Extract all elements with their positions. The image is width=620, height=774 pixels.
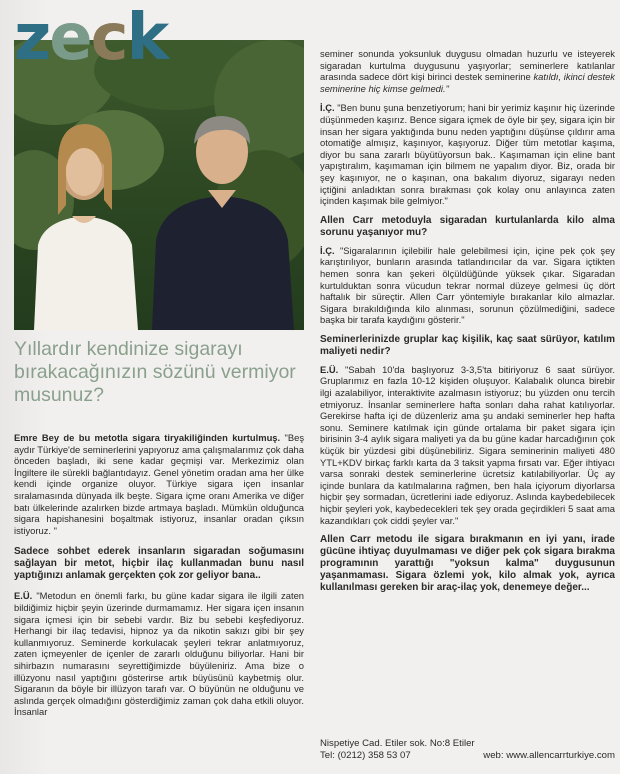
closing-paragraph: Allen Carr metodu ile sigara bırakmanın en iyi yanı, irade gücüne ihtiyaç duyulmaması ve diğer pek çok sigara bırakma programının yarattığı "yoksun kalma" duygusunun yaşanmaması. Sigara özlemi yok, kilo almak yok, ayrıca kullanılması gereken bir araç-ilaç yok, denemeye değer... (320, 534, 615, 594)
phone: Tel: (0212) 358 53 07 (320, 750, 411, 761)
ic-text-1: "Ben bunu şuna benzetiyorum; hani bir yerimiz kaşınır hiç üzerinde düşünmeden kaşırız. Bence sigara içmek de öyle bir şey, sigara için bir insan her sigara yaktığında bunu neden yaptığını düşünse çıldırır ama otomatiğe almışız, kaşınıyor, kaşıyoruz. Diğer tüm metotlar kaşıma, diyor bu sana zararlı büyütüyorsun bak.. Kaşımaman için eline bant yapıştıralım, kaşımaman için bilmem ne yapalım diyor. Biz, orada bir şey kaşınıyor, ne o kaşınan, ona bakalım diyoruz, sigarayı neden içtiğini anladıktan sonra bırakması çok kolay onu anlayınca zaten içinden kaşımak bile gelmiyor." (320, 102, 615, 207)
right-paragraph-1 (320, 48, 615, 94)
ic-answer-2 (320, 245, 615, 326)
intro-paragraph (14, 432, 304, 536)
eu-answer (320, 364, 615, 526)
logo-letter: e (49, 1, 91, 75)
ic-answer-1 (320, 102, 615, 206)
intro-lead: Emre Bey de bu metotla sigara tiryakiliğinden kurtulmuş. (14, 432, 281, 443)
ic-label-1: İ.Ç. (320, 102, 335, 114)
magazine-logo (14, 1, 206, 75)
logo-letter: z (14, 1, 50, 75)
photo-illustration (14, 40, 304, 330)
answer-1-label: E.Ü. (14, 590, 33, 602)
website-link[interactable]: web: www.allencarrturkiye.com (483, 750, 615, 761)
logo-letter: k (126, 1, 168, 75)
question-1: Sadece sohbet ederek insanların sigaradan soğumasını sağlayan bir metot, hiçbir ilaç kullanmadan bunu nasıl yaptığınızı anlamak gerçekten çok zor geliyor bana.. (14, 546, 304, 582)
ic-label-2: İ.Ç. (320, 244, 335, 256)
question-3: Seminerlerinizde gruplar kaç kişilik, kaç saat sürüyor, katılım maliyeti nedir? (320, 333, 615, 357)
right-column (320, 48, 615, 594)
question-2: Allen Carr metoduyla sigaradan kurtulanlarda kilo alma sorunu yaşanıyor mu? (320, 214, 615, 238)
contact-row (320, 750, 615, 762)
article-headline: Yıllardır kendinize sigarayı bırakacağınızın sözünü vermiyor musunuz? (14, 338, 296, 406)
intro-body: "Beş aydır Türkiye'de seminerlerini yapıyoruz ama çalışmalarımız çok daha önceden başladı, iki sene kadar geçmişi var. Merkezimiz olan İngiltere ile sürekli bağlantıdayız. Genel yönetim oradan ama her ülke kendi içinde organize oluyor. Türkiye sigara içen insanlar sıralamasında dünyada ilk beşte. Sigara içme oranı Amerika ve diğer batı ülkelerinde azalırken bizde artmaya başladı. Mümkün olduğunca sigara hapishanesini boşaltmak istiyoruz, insanlar oradan çıksın istiyoruz. " (14, 432, 305, 536)
eu-label: E.Ü. (320, 363, 339, 375)
contact-info (320, 738, 615, 762)
portrait-photo (14, 40, 304, 330)
right-p1-italic: katıldı, ikinci destek seminerine hiç kimse gelmedi." (320, 71, 615, 94)
right-p1-text: seminer sonunda yoksunluk duygusu olmadan huzurlu ve isteyerek sigaradan kurtulma duygusunu yaşıyorlar; seminerlere katılanlar arasında sadece dört kişi birinci destek seminerine (320, 48, 615, 83)
ic-text-2: "Sigaralarının içilebilir hale gelebilmesi için, içine pek çok şey karıştırılıyor, bunların arasında tatlandırıcılar da var. Sigara içtikten hemen sonra kan şekeri ölçüldüğünde yüksek çıkar. Sigaradan kurtulduktan sonra vücudun tekrar normal düzeye gelmesi üç dört haftalık bir süreçtir. Allen Carr yöntemiyle bırakanlar kilo almazlar. Sigara bırakıldığında kilo alınması, sorunun çözülmediğini, sadece başka bir tarafa kaydığını gösterir." (320, 244, 615, 326)
logo-letter: c (90, 1, 127, 75)
answer-1-text: "Metodun en önemli farkı, bu güne kadar sigara ile ilgili zaten bildiğimiz hiçbir şeyin üzerinde durmamamız. Her sigara içen insanın sigara içmesi için bir sebebi vardır. Biz bu sebebi keşfediyoruz. Herhangi bir ilaç tedavisi, hipnoz ya da nikotin sakızı gibi bir şey kullanmıyoruz. Seminerde korkulacak şeyleri tekrar anlatmıyoruz, zaten içmeyenler de içenler de zararlı olduğunu biliyorlar. Hani bir sihirbazın numarasını seyrettiğimizde büyüleniriz. Ama bize o illüzyonu nasıl yaptığını gösterirse artık büyüsünü kaybetmiş olur. Sigaranın da böyle bir illüzyon tarafı var. O büyünün ne olduğunu ve aslında gerçek olmadığını gösterdiğimiz zaman çok daha etkili oluyor. İnsanlar (14, 590, 304, 718)
left-column (14, 432, 304, 718)
answer-1 (14, 590, 304, 718)
eu-text: "Sabah 10'da başlıyoruz 3-3,5'ta bitiriyoruz 6 saat sürüyor. Gruplarımız en fazla 10-12 kişiden oluşuyor. Kalabalık olunca birebir ilgi azalabiliyor, interaktivite azalmasın istiyoruz; bu yüzden onu tercih etmiyoruz. İnsanlar seminerlere hafta sonları daha rahat katılıyorlar. Gerekirse hafta içi de düzenleriz ama şu andaki seminerler hep hafta sonu. Seminere katılmak için günde ortalama bir paket sigara için birisinin 3-4 aylık sigara maliyeti ya da bu güne kadar harcadığının çok küçük bir yüzdesi gibi düşünebiliriz. Sigara seminerinin maliyeti 480 YTL+KDV birkaç farklı karta da 3 taksit yapma fırsatı var. Eğer ihtiyacı varsa sonraki destek seminerlerine ücretsiz katılabiliyorlar. Üç ay içinde bunlara da katılmalarına rağmen, ben hala içiyorum diyorlarsa hiçbir şey sormadan, ücretlerini iade ediyoruz. Aslında kaybedebilecek hiçbir şeyleri yok, kaybedecekleri tek şey orada geçirdikleri 5 saat ama kazandıkları çok ciddi şeyler var." (320, 363, 615, 526)
address: Nispetiye Cad. Etiler sok. No:8 Etiler (320, 738, 475, 749)
